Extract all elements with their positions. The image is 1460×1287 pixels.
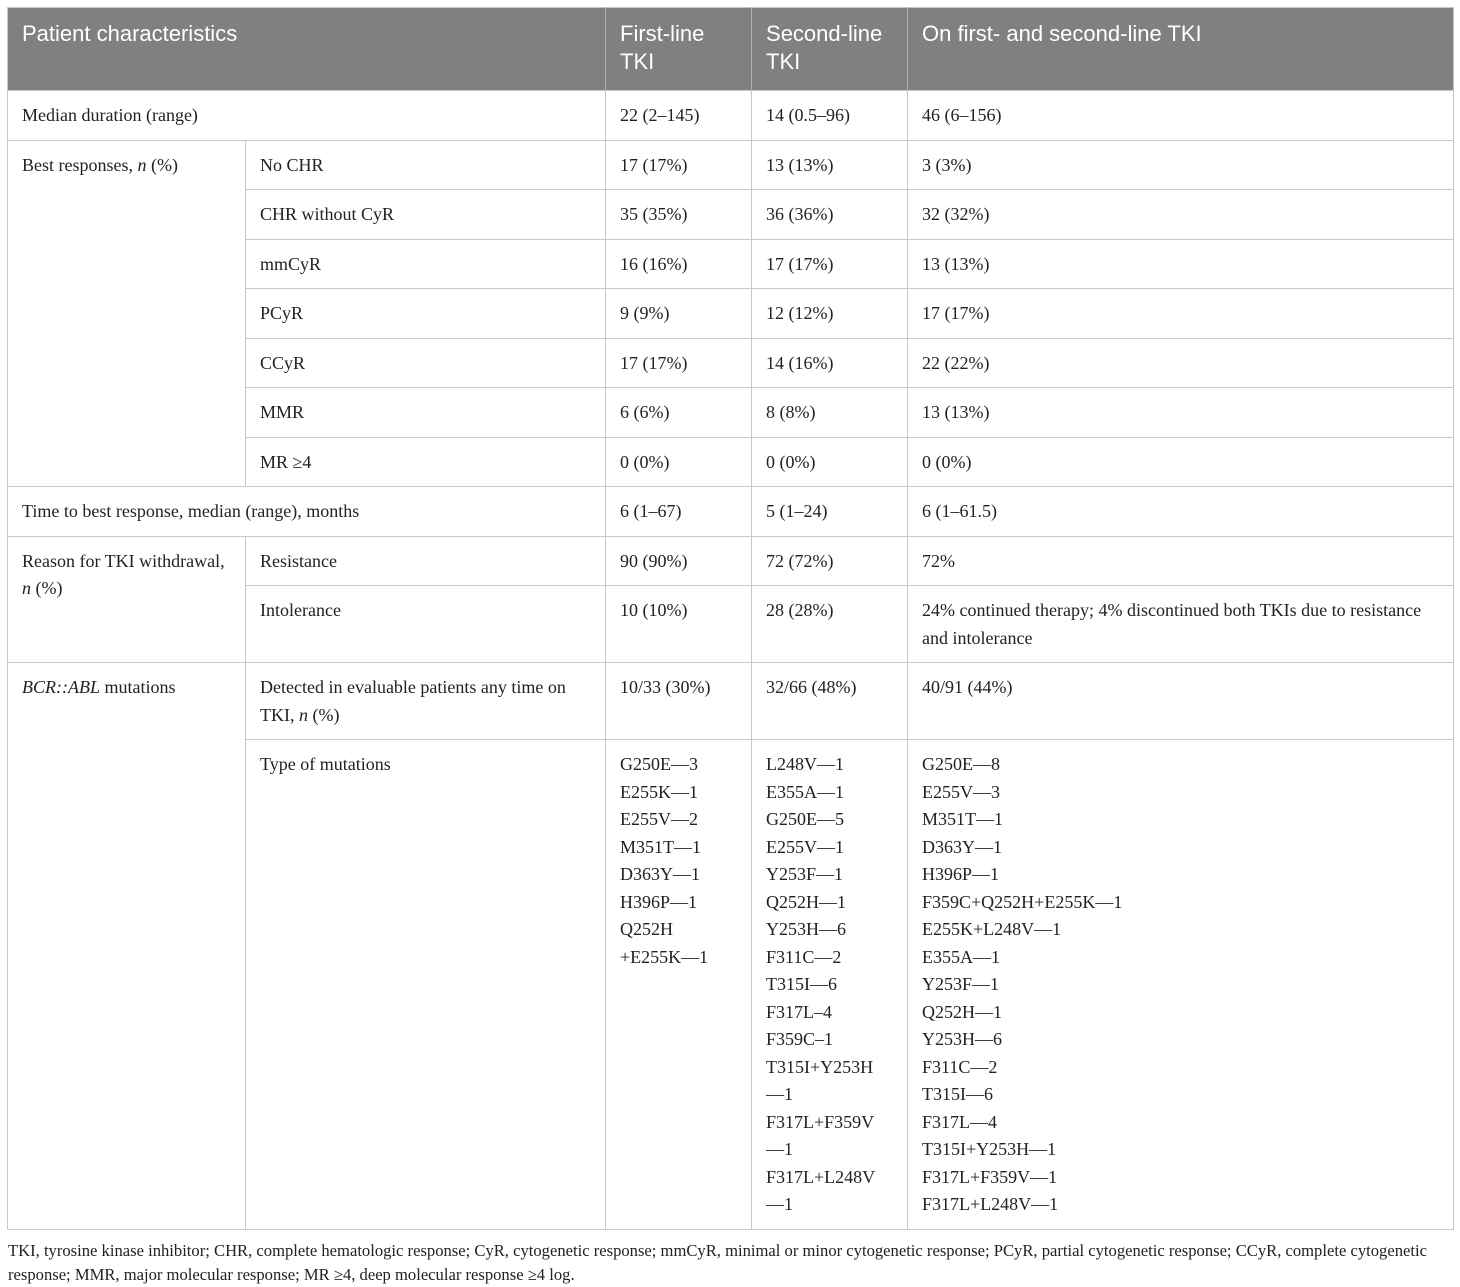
- cell-both-lines: 13 (13%): [908, 239, 1454, 289]
- cell-first-line: 17 (17%): [606, 140, 752, 190]
- mutation-entry: F311C—2: [922, 1056, 998, 1077]
- group-label-bcr-abl-mutations: BCR::ABL mutations: [8, 663, 246, 1230]
- cell-first-line: 22 (2–145): [606, 91, 752, 141]
- cell-both-lines: 32 (32%): [908, 190, 1454, 240]
- sub-label: Type of mutations: [246, 740, 606, 1230]
- cell-both-lines: 40/91 (44%): [908, 663, 1454, 740]
- header-patient-characteristics: Patient characteristics: [8, 8, 606, 91]
- mutation-entry: D363Y—1: [922, 836, 1003, 857]
- cell-second-line: 72 (72%): [752, 536, 908, 586]
- cell-second-line: 12 (12%): [752, 289, 908, 339]
- table-row-mutations-detected: [8, 663, 1454, 740]
- mutation-entry: F317L—4: [922, 1111, 998, 1132]
- mutation-entry: F317L+L248V: [766, 1166, 876, 1187]
- cell-both-lines: 46 (6–156): [908, 91, 1454, 141]
- cell-second-line: 14 (0.5–96): [752, 91, 908, 141]
- sub-label: CHR without CyR: [246, 190, 606, 240]
- table-row-best-response: [8, 140, 1454, 190]
- sub-label: CCyR: [246, 338, 606, 388]
- header-second-line: Second-line TKI: [752, 8, 908, 91]
- mutation-entry: T315I+Y253H—1: [922, 1139, 1057, 1159]
- patient-characteristics-table: [7, 7, 1454, 1230]
- mutation-entry: Q252H—1: [922, 1001, 1003, 1022]
- mutation-entry: M351T—1: [922, 809, 1004, 829]
- mutation-entry: H396P—1: [620, 891, 698, 912]
- cell-second-line: 17 (17%): [752, 239, 908, 289]
- mutation-list-second-line: [752, 740, 908, 1230]
- mutation-entry: E355A—1: [922, 946, 1001, 967]
- header-first-and-second-line: On first- and second-line TKI: [908, 8, 1454, 91]
- cell-both-lines: 24% continued therapy; 4% discontinued both TKIs due to resistance and intolerance: [908, 586, 1454, 663]
- mutation-entry: Y253F—1: [922, 974, 1000, 994]
- cell-first-line: 0 (0%): [606, 437, 752, 487]
- cell-second-line: 36 (36%): [752, 190, 908, 240]
- mutation-entry: F317L+L248V—1: [922, 1194, 1059, 1214]
- mutation-list-both-lines: [908, 740, 1454, 1230]
- mutation-entry: E355A—1: [766, 781, 845, 802]
- header-first-line: First-line TKI: [606, 8, 752, 91]
- cell-first-line: 10/33 (30%): [606, 663, 752, 740]
- cell-both-lines: 3 (3%): [908, 140, 1454, 190]
- mutation-entry: F359C–1: [766, 1029, 834, 1049]
- cell-second-line: 14 (16%): [752, 338, 908, 388]
- mutation-entry: F311C—2: [766, 946, 842, 967]
- mutation-entry: E255K+L248V—1: [922, 919, 1062, 939]
- cell-second-line: 8 (8%): [752, 388, 908, 438]
- cell-second-line: 0 (0%): [752, 437, 908, 487]
- mutation-entry: —1: [766, 1194, 794, 1214]
- cell-first-line: 6 (6%): [606, 388, 752, 438]
- mutation-entry: T315I+Y253H: [766, 1056, 874, 1077]
- mutation-entry: E255K—1: [620, 781, 699, 802]
- mutation-entry: G250E—8: [922, 754, 1001, 774]
- mutation-entry: G250E—5: [766, 809, 845, 829]
- table-footnote: TKI, tyrosine kinase inhibitor; CHR, complete hematologic response; CyR, cytogenetic response; mmCyR, minimal or minor cytogenetic response; PCyR, partial cytogenetic response; CCyR, complete cytogenetic response; MMR, major molecular response; MR ≥4, deep molecular response ≥4 log.: [8, 1240, 1427, 1284]
- table-container: [7, 7, 1453, 1287]
- cell-both-lines: 17 (17%): [908, 289, 1454, 339]
- mutation-entry: Y253F—1: [766, 864, 844, 884]
- cell-both-lines: 0 (0%): [908, 437, 1454, 487]
- cell-second-line: 28 (28%): [752, 586, 908, 663]
- mutation-entry: H396P—1: [922, 864, 1000, 884]
- table-row-median-duration: [8, 91, 1454, 141]
- mutation-entry: —1: [766, 1084, 794, 1104]
- mutation-entry: Y253H—6: [922, 1029, 1003, 1049]
- sub-label: Resistance: [246, 536, 606, 586]
- mutation-entry: E255V—1: [766, 836, 845, 857]
- cell-second-line: 32/66 (48%): [752, 663, 908, 740]
- sub-label: Detected in evaluable patients any time on TKI, n (%): [246, 663, 606, 740]
- group-label-reason-withdrawal: Reason for TKI withdrawal, n (%): [8, 536, 246, 663]
- mutation-entry: —1: [766, 1139, 794, 1159]
- mutation-entry: M351T—1: [620, 836, 702, 857]
- cell-both-lines: 13 (13%): [908, 388, 1454, 438]
- mutation-entry: T315I—6: [922, 1084, 994, 1104]
- cell-second-line: 5 (1–24): [752, 487, 908, 537]
- cell-first-line: 9 (9%): [606, 289, 752, 339]
- mutation-entry: F317L+F359V—1: [922, 1166, 1058, 1187]
- table-row-time-to-best-response: [8, 487, 1454, 537]
- cell-both-lines: 22 (22%): [908, 338, 1454, 388]
- mutation-entry: T315I—6: [766, 974, 838, 994]
- sub-label: Intolerance: [246, 586, 606, 663]
- cell-first-line: 90 (90%): [606, 536, 752, 586]
- sub-label: MMR: [246, 388, 606, 438]
- cell-first-line: 6 (1–67): [606, 487, 752, 537]
- sub-label: MR ≥4: [246, 437, 606, 487]
- mutation-entry: E255V—3: [922, 781, 1001, 802]
- mutation-entry: F359C+Q252H+E255K—1: [922, 891, 1123, 912]
- sub-label: mmCyR: [246, 239, 606, 289]
- table-row-resistance: [8, 536, 1454, 586]
- cell-both-lines: 6 (1–61.5): [908, 487, 1454, 537]
- mutation-entry: L248V—1: [766, 754, 845, 774]
- cell-first-line: 16 (16%): [606, 239, 752, 289]
- row-label: Time to best response, median (range), months: [8, 487, 606, 537]
- cell-first-line: 10 (10%): [606, 586, 752, 663]
- cell-first-line: 35 (35%): [606, 190, 752, 240]
- mutation-entry: Y253H—6: [766, 919, 847, 939]
- mutation-entry: G250E—3: [620, 754, 699, 774]
- row-label: Median duration (range): [8, 91, 606, 141]
- mutation-list-first-line: [606, 740, 752, 1230]
- cell-second-line: 13 (13%): [752, 140, 908, 190]
- mutation-entry: F317L–4: [766, 1001, 833, 1022]
- cell-first-line: 17 (17%): [606, 338, 752, 388]
- sub-label: PCyR: [246, 289, 606, 339]
- mutation-entry: +E255K—1: [620, 946, 709, 967]
- group-label-best-responses: Best responses, n (%): [8, 140, 246, 487]
- mutation-entry: Q252H: [620, 919, 674, 939]
- mutation-entry: Q252H—1: [766, 891, 847, 912]
- mutation-entry: E255V—2: [620, 809, 699, 829]
- mutation-entry: F317L+F359V: [766, 1111, 875, 1132]
- sub-label: No CHR: [246, 140, 606, 190]
- table-header-row: [8, 8, 1454, 91]
- cell-both-lines: 72%: [908, 536, 1454, 586]
- mutation-entry: D363Y—1: [620, 864, 701, 884]
